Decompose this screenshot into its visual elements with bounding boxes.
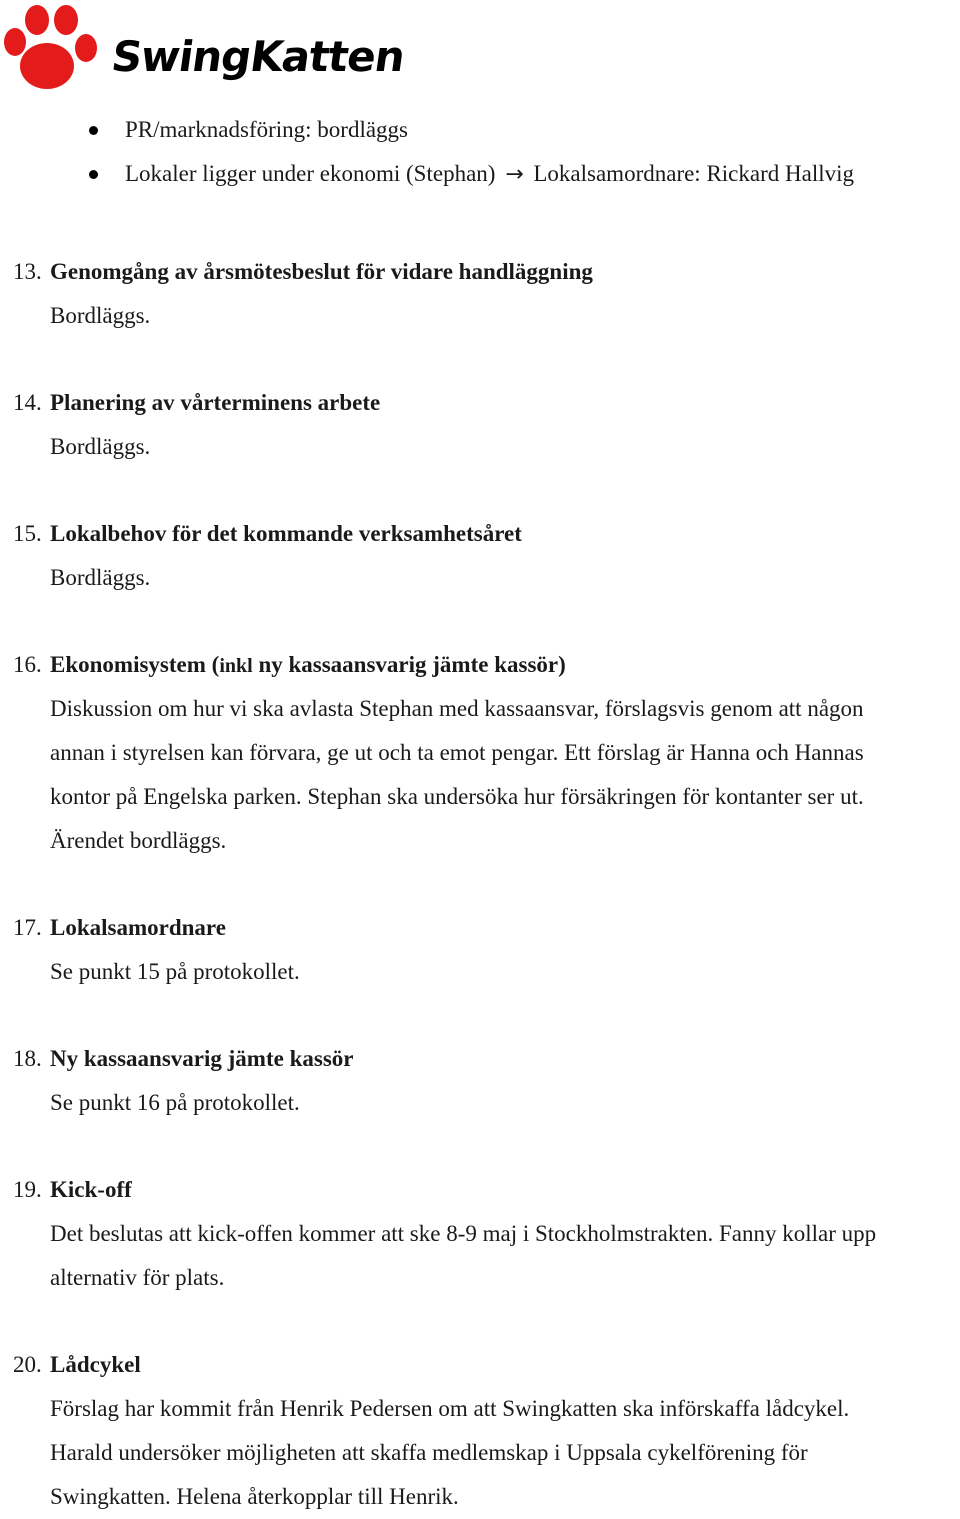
agenda-item — [0, 1037, 960, 1125]
item-number: 20. — [13, 1352, 42, 1377]
agenda-item — [0, 906, 960, 994]
item-number: 13. — [13, 259, 42, 284]
item-title-main: Ekonomisystem — [50, 652, 206, 677]
item-number: 14. — [13, 390, 42, 415]
item-title: Kick-off — [50, 1177, 132, 1202]
body-line: Bordläggs. — [50, 303, 151, 328]
item-title — [50, 643, 566, 688]
body-line: Det beslutas att kick-offen kommer att ske 8-9 maj i Stockholmstrakten. Fanny kollar upp — [50, 1221, 877, 1246]
body-line: kontor på Engelska parken. Stephan ska undersöka hur försäkringen för kontanter ser ut. — [50, 784, 864, 809]
logo-wordmark: SwingKatten — [108, 32, 408, 81]
body-line: Förslag har kommit från Henrik Pedersen om att Swingkatten ska införskaffa lådcykel. — [50, 1396, 850, 1421]
item-title-small: inkl — [219, 655, 253, 677]
document-body — [0, 108, 960, 1519]
bullet-text: Lokaler ligger under ekonomi (Stephan) — [125, 161, 496, 186]
item-number: 16. — [13, 652, 42, 677]
item-title: Planering av vårterminens arbete — [50, 390, 381, 415]
item-body — [0, 425, 960, 469]
item-body — [0, 1387, 960, 1519]
body-line: Diskussion om hur vi ska avlasta Stephan med kassaansvar, förslagsvis genom att någon — [50, 696, 864, 721]
swingkatten-logo — [0, 4, 440, 94]
item-body — [0, 1212, 960, 1300]
agenda-item — [0, 381, 960, 469]
body-line: alternativ för plats. — [50, 1265, 225, 1290]
body-line: Bordläggs. — [50, 565, 151, 590]
item-body — [0, 294, 960, 338]
item-title-paren: ( — [205, 652, 220, 677]
body-line: annan i styrelsen kan förvara, ge ut och ta emot pengar. Ett förslag är Hanna och Hannas — [50, 740, 864, 765]
item-number: 17. — [13, 915, 42, 940]
item-number: 15. — [13, 521, 42, 546]
bullet-text: PR/marknadsföring: bordläggs — [125, 117, 408, 142]
agenda-item — [0, 1343, 960, 1519]
bullet-dot — [89, 170, 98, 179]
agenda-item — [0, 512, 960, 600]
item-title: Lokalbehov för det kommande verksamhetsåret — [50, 521, 522, 546]
agenda-item — [0, 1168, 960, 1300]
item-body — [0, 556, 960, 600]
item-body — [0, 687, 960, 863]
item-number: 19. — [13, 1177, 42, 1202]
item-number: 18. — [13, 1046, 42, 1071]
item-body — [0, 1081, 960, 1125]
item-title: Lådcykel — [50, 1352, 141, 1377]
bullet-dot — [89, 126, 98, 135]
bullet-item — [0, 108, 960, 152]
arrow-right-icon: → — [505, 162, 524, 187]
item-title-rest: ny kassaansvarig jämte kassör) — [252, 652, 566, 677]
item-title: Lokalsamordnare — [50, 915, 226, 940]
body-line: Se punkt 16 på protokollet. — [50, 1090, 300, 1115]
body-line: Ärendet bordläggs. — [50, 828, 227, 853]
agenda-item — [0, 250, 960, 338]
item-title: Genomgång av årsmötesbeslut för vidare handläggning — [50, 259, 593, 284]
item-body — [0, 950, 960, 994]
item-title: Ny kassaansvarig jämte kassör — [50, 1046, 354, 1071]
bullet-text: Lokalsamordnare: Rickard Hallvig — [533, 161, 854, 186]
agenda-item — [0, 643, 960, 863]
bullet-list — [0, 108, 960, 196]
paw-print-icon — [0, 4, 105, 96]
body-line: Harald undersöker möjligheten att skaffa medlemskap i Uppsala cykelförening för — [50, 1440, 808, 1465]
body-line: Bordläggs. — [50, 434, 151, 459]
body-line: Swingkatten. Helena återkopplar till Henrik. — [50, 1484, 459, 1509]
bullet-item — [0, 152, 960, 196]
body-line: Se punkt 15 på protokollet. — [50, 959, 300, 984]
